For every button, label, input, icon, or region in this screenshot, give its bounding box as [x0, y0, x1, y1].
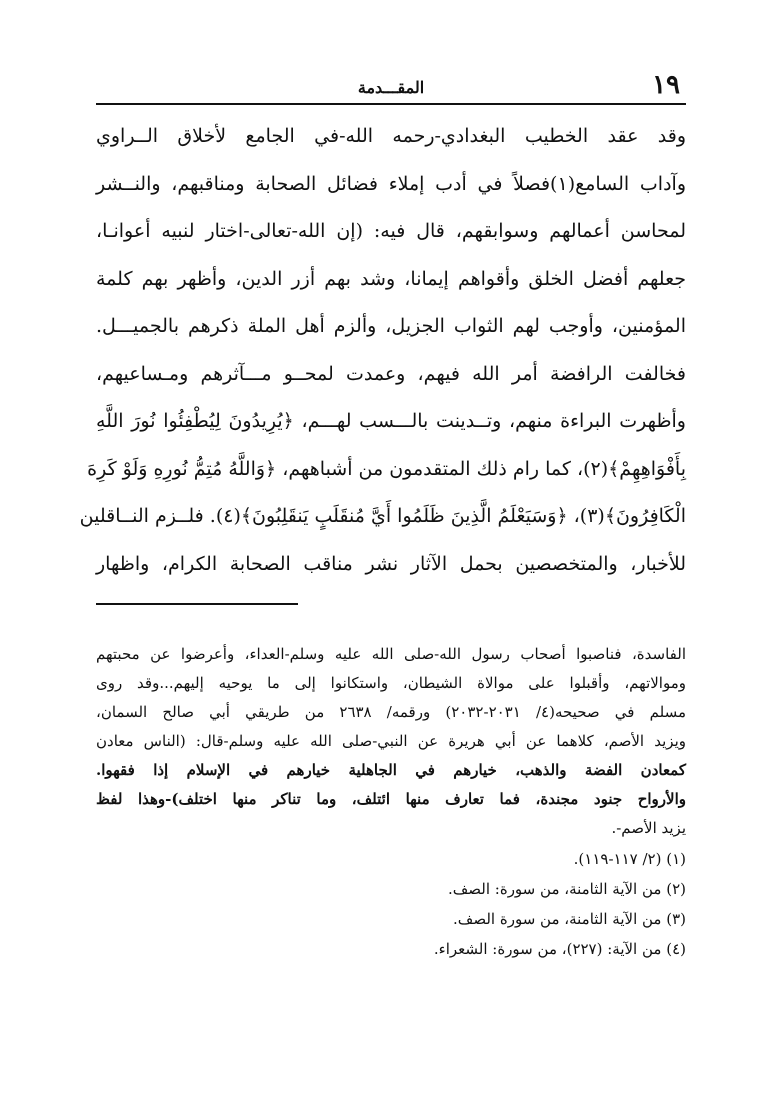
footnote-ref-1: (١) (٢/ ١١٧-١١٩). — [573, 850, 686, 868]
text-line: المؤمنين، وأوجب لهم الثواب الجزيل، وألزم أهل الملة ذكرهم بالجميـــل. — [96, 315, 686, 337]
text-line: للأخبار، والمتخصصين بحمل الآثار نشر مناقب الصحابة الكرام، واظهار — [96, 552, 686, 575]
text-line: وقد عقد الخطيب البغدادي-رحمه الله-في الجامع لأخلاق الــراوي — [96, 125, 686, 147]
text-line: وأظهرت البراءة منهم، وتــدينت بالـــسب لهـــم، ﴿يُرِيدُونَ لِيُطْفِئُوا نُورَ اللَّهِ — [96, 410, 686, 432]
footnote-line: وموالاتهم، وأقبلوا على موالاة الشيطان، واستكانوا إلى ما يوحيه إليهم...وقد روى — [96, 674, 686, 692]
footnote-line: ويزيد الأصم، كلاهما عن أبي هريرة عن النبي-صلى الله عليه وسلم-قال: (الناس معادن — [96, 732, 686, 750]
text-line: فخالفت الرافضة أمر الله فيهم، وعمدت لمحــو مـــآثرهم ومـساعيهم، — [96, 362, 686, 385]
running-title: المقـــدمة — [357, 78, 425, 97]
footnote-references — [96, 844, 686, 964]
page-number: ١٩ — [652, 70, 680, 100]
footnotes — [96, 640, 686, 964]
text-line: لمحاسن أعمالهم وسوابقهم، قال فيه: (إن الله-تعالى-اختار لنبيه أعوانـا، — [96, 220, 686, 242]
footnote-line: مسلم في صحيحه(٤/ ٢٠٣١-٢٠٣٢) ورقمه/ ٢٦٣٨ من طريقي أبي صالح السمان، — [96, 703, 686, 721]
footnote-line: يزيد الأصم-. — [611, 819, 686, 837]
footnote-separator — [96, 603, 298, 605]
footnote-hadith-line: كمعادن الفضة والذهب، خيارهم في الجاهلية خيارهم في الإسلام إذا فقهوا. — [96, 761, 686, 779]
text-line: بِأَفْوَاهِهِمْ﴾(٢)، كما رام ذلك المتقدمون من أشباههم، ﴿وَاللَّهُ مُتِمُّ نُورِهِ وَلَوْ كَرِهَ — [87, 457, 686, 480]
footnote-line: الفاسدة، فناصبوا أصحاب رسول الله-صلى الله عليه وسلم-العداء، وأعرضوا عن محبتهم — [96, 645, 686, 663]
text-line: الْكَافِرُونَ﴾(٣)، ﴿وَسَيَعْلَمُ الَّذِينَ ظَلَمُوا أَيَّ مُنقَلَبٍ يَنقَلِبُونَ﴾(٤). فلــزم النــاقلين — [79, 505, 686, 527]
footnote-hadith-line: والأرواح جنود مجندة، فما تعارف منها ائتلف، وما تناكر منها اختلف)-وهذا لفظ — [96, 790, 686, 808]
header-rule — [96, 103, 686, 105]
text-line: وآداب السامع(١)فصلاً في أدب إملاء فضائل الصحابة ومناقبهم، والنــشر — [96, 172, 686, 195]
main-text — [79, 113, 686, 588]
footnote-ref-2: (٢) من الآية الثامنة، من سورة: الصف. — [447, 880, 686, 898]
footnote-ref-4: (٤) من الآية: (٢٢٧)، من سورة: الشعراء. — [433, 940, 686, 958]
text-line: جعلهم أفضل الخلق وأقواهم إيمانا، وشد بهم أزر الدين، وأظهر بهم كلمة — [96, 267, 686, 290]
page-header — [96, 70, 686, 104]
footnote-ref-3: (٣) من الآية الثامنة، من سورة الصف. — [453, 910, 686, 928]
